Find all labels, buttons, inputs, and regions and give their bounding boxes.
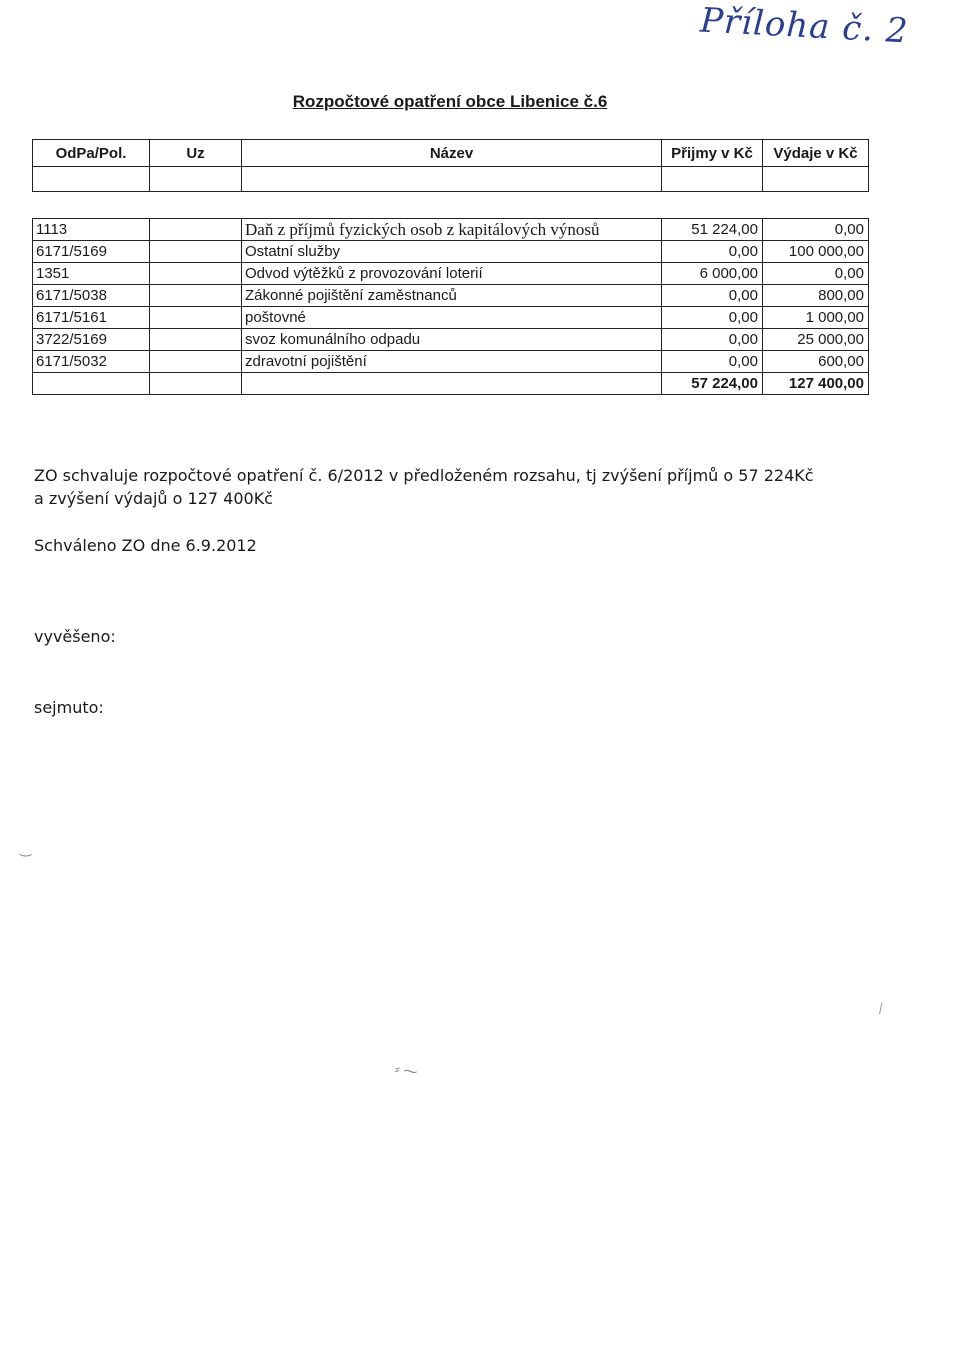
scan-mark: ⸗ ⁓: [393, 1060, 419, 1080]
cell-vydaje: 0,00: [763, 219, 869, 241]
cell-prijmy: 0,00: [662, 241, 763, 263]
cell-nazev: Daň z příjmů fyzických osob z kapitálových výnosů: [242, 219, 662, 241]
cell-odpa: 1351: [33, 263, 150, 285]
cell-prijmy: 6 000,00: [662, 263, 763, 285]
document-title-text: Rozpočtové opatření obce Libenice č.6: [292, 92, 608, 111]
budget-table: [32, 139, 869, 395]
table-gap-row: [33, 192, 869, 219]
cell-nazev: zdravotní pojištění: [242, 351, 662, 373]
cell-uz: [150, 351, 242, 373]
header-odpa: OdPa/Pol.: [33, 140, 150, 167]
cell-nazev: poštovné: [242, 307, 662, 329]
cell-odpa: 6171/5169: [33, 241, 150, 263]
table-row: [33, 351, 869, 373]
cell-uz: [150, 219, 242, 241]
cell-nazev: Odvod výtěžků z provozování loterií: [242, 263, 662, 285]
table-header-row: [33, 140, 869, 167]
header-nazev: Název: [242, 140, 662, 167]
table-row: [33, 241, 869, 263]
scan-mark: ‿: [20, 840, 32, 856]
removed-label: sejmuto:: [34, 698, 104, 717]
cell-vydaje: 1 000,00: [763, 307, 869, 329]
cell-uz: [150, 329, 242, 351]
cell-nazev: svoz komunálního odpadu: [242, 329, 662, 351]
cell-nazev: Zákonné pojištění zaměstnanců: [242, 285, 662, 307]
cell-uz: [150, 241, 242, 263]
total-prijmy: 57 224,00: [662, 373, 763, 395]
cell-odpa: 6171/5161: [33, 307, 150, 329]
table-row: [33, 285, 869, 307]
approval-text-line2: a zvýšení výdajů o 127 400Kč: [34, 489, 273, 508]
cell-uz: [150, 307, 242, 329]
approved-date: Schváleno ZO dne 6.9.2012: [34, 536, 257, 555]
cell-prijmy: 0,00: [662, 329, 763, 351]
cell-vydaje: 25 000,00: [763, 329, 869, 351]
document-title: [0, 92, 900, 112]
posted-label: vyvěšeno:: [34, 627, 116, 646]
handwritten-attachment-note: Příloha č. 2: [699, 0, 910, 52]
approval-text-line1: ZO schvaluje rozpočtové opatření č. 6/2012 v předloženém rozsahu, tj zvýšení příjmů o 57 224Kč: [34, 466, 814, 485]
table-row: [33, 329, 869, 351]
cell-prijmy: 0,00: [662, 285, 763, 307]
total-vydaje: 127 400,00: [763, 373, 869, 395]
cell-nazev: Ostatní služby: [242, 241, 662, 263]
cell-odpa: 3722/5169: [33, 329, 150, 351]
header-vydaje: Výdaje v Kč: [763, 140, 869, 167]
cell-vydaje: 0,00: [763, 263, 869, 285]
header-prijmy: Přijmy v Kč: [662, 140, 763, 167]
header-uz: Uz: [150, 140, 242, 167]
table-row: [33, 219, 869, 241]
table-empty-row: [33, 167, 869, 192]
cell-vydaje: 600,00: [763, 351, 869, 373]
cell-uz: [150, 285, 242, 307]
table-total-row: [33, 373, 869, 395]
cell-odpa: 6171/5032: [33, 351, 150, 373]
cell-prijmy: 0,00: [662, 307, 763, 329]
cell-vydaje: 100 000,00: [763, 241, 869, 263]
cell-prijmy: 51 224,00: [662, 219, 763, 241]
cell-uz: [150, 263, 242, 285]
cell-odpa: 6171/5038: [33, 285, 150, 307]
cell-vydaje: 800,00: [763, 285, 869, 307]
table-row: [33, 263, 869, 285]
scan-mark: ⁄: [877, 1000, 886, 1016]
cell-prijmy: 0,00: [662, 351, 763, 373]
table-row: [33, 307, 869, 329]
cell-odpa: 1113: [33, 219, 150, 241]
